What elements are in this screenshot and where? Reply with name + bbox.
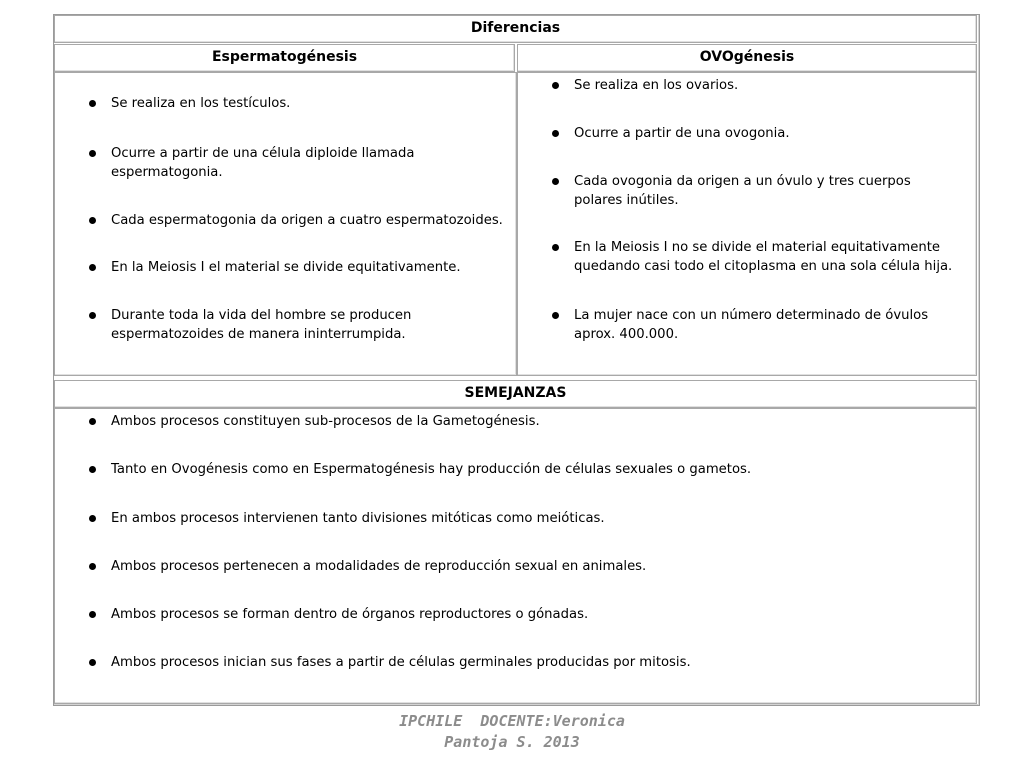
list-item: En la Meiosis I el material se divide equitativamente. [86,258,508,277]
list-item: Ambos procesos se forman dentro de órganos reproductores o gónadas. [86,605,956,624]
spermatogenesis-header: Espermatogénesis [54,44,515,72]
oogenesis-list [549,76,961,344]
footer-credit [300,711,724,753]
list-item: Ocurre a partir de una ovogonia. [549,124,961,143]
list-item: Tanto en Ovogénesis como en Espermatogénesis hay producción de células sexuales o gametos. [86,460,956,479]
oogenesis-header: OVOgénesis [517,44,977,72]
similarities-list [86,412,956,672]
list-item: Ambos procesos pertenecen a modalidades de reproducción sexual en animales. [86,557,956,576]
list-item: Ambos procesos inician sus fases a partir de células germinales producidas por mitosis. [86,653,956,672]
list-item: En ambos procesos intervienen tanto divisiones mitóticas como meióticas. [86,509,956,528]
list-item: Ambos procesos constituyen sub-procesos de la Gametogénesis. [86,412,956,431]
list-item: Cada espermatogonia da origen a cuatro espermatozoides. [86,211,508,230]
similarities-title: SEMEJANZAS [54,380,977,408]
list-item: En la Meiosis I no se divide el material equitativamente quedando casi todo el citoplasma en una sola célula hija. [549,238,961,276]
list-item: Ocurre a partir de una célula diploide llamada espermatogonia. [86,144,508,182]
spermatogenesis-list [86,94,508,344]
footer-line-1: IPCHILE DOCENTE:Veronica [399,712,625,730]
list-item: La mujer nace con un número determinado de óvulos aprox. 400.000. [549,306,961,344]
list-item: Se realiza en los testículos. [86,94,508,113]
list-item: Durante toda la vida del hombre se producen espermatozoides de manera ininterrumpida. [86,306,508,344]
differences-title: Diferencias [54,15,977,43]
footer-line-2: Pantoja S. 2013 [444,733,580,751]
list-item: Cada ovogonia da origen a un óvulo y tres cuerpos polares inútiles. [549,172,961,210]
list-item: Se realiza en los ovarios. [549,76,961,95]
